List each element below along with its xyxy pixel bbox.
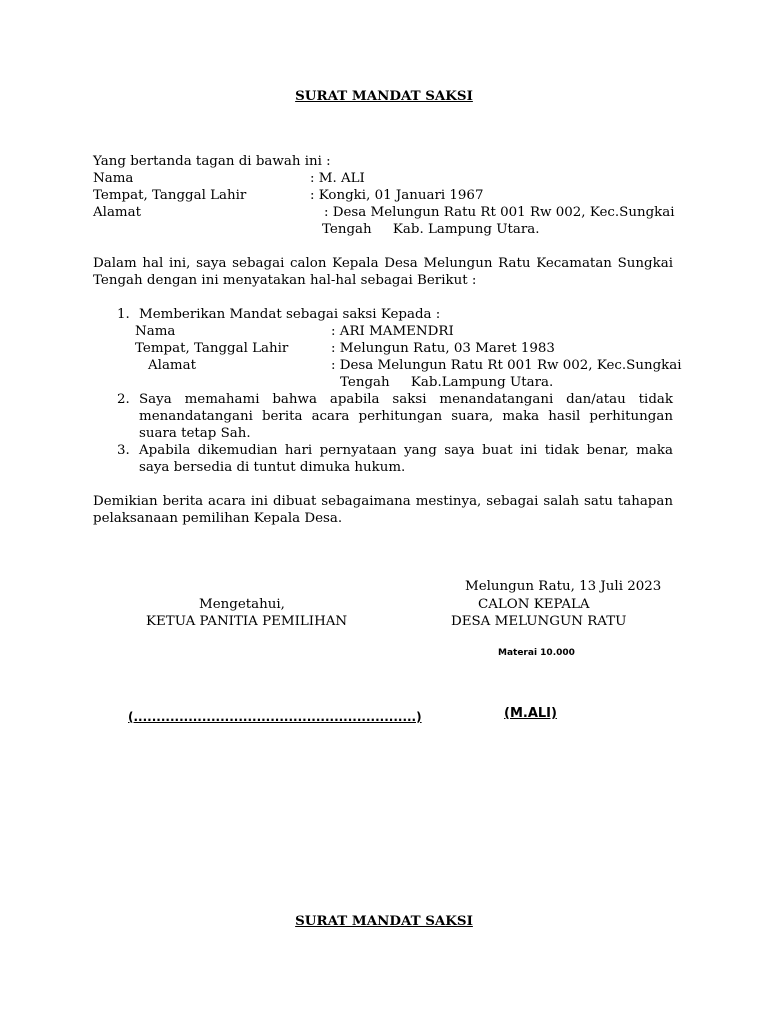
left-signer-line1: Mengetahui, [199, 597, 285, 612]
witness-address-line1: : Desa Melungun Ratu Rt 001 Rw 002, Kec.Sungkai [331, 358, 682, 373]
signer-address-label: Alamat [93, 205, 141, 220]
closing-paragraph: Demikian berita acara ini dibuat sebagaimana mestinya, sebagai salah satu tahapan pelaksanaan pemilihan Kepala Desa. [93, 494, 673, 526]
right-signer-line2: DESA MELUNGUN RATU [451, 614, 627, 629]
signer-name-value: : M. ALI [310, 171, 365, 186]
stamp-note: Materai 10.000 [498, 648, 575, 658]
right-signature-name: (M.ALI) [504, 706, 557, 721]
item-1-text: Memberikan Mandat sebagai saksi Kepada : [139, 307, 441, 322]
witness-name-label: Nama [135, 324, 176, 339]
left-signer-line2: KETUA PANITIA PEMILIHAN [146, 614, 348, 629]
item-2-number: 2. [117, 392, 130, 407]
witness-address-line2: Tengah Kab.Lampung Utara. [340, 375, 554, 390]
item-1-number: 1. [117, 307, 130, 322]
footer-title: SURAT MANDAT SAKSI [295, 913, 473, 929]
signer-name-label: Nama [93, 171, 134, 186]
item-3-text: Apabila dikemudian hari pernyataan yang saya buat ini tidak benar, maka saya bersedia di tuntut dimuka hukum. [139, 443, 673, 475]
document-title: SURAT MANDAT SAKSI [295, 88, 473, 104]
witness-name-value: : ARI MAMENDRI [331, 324, 454, 339]
item-3-number: 3. [117, 443, 130, 458]
signer-birth-value: : Kongki, 01 Januari 1967 [310, 188, 484, 203]
signer-address-line1: : Desa Melungun Ratu Rt 001 Rw 002, Kec.Sungkai [324, 205, 675, 220]
intro-text: Yang bertanda tagan di bawah ini : [93, 154, 331, 169]
statement-paragraph: Dalam hal ini, saya sebagai calon Kepala Desa Melungun Ratu Kecamatan Sungkai Tengah dengan ini menyatakan hal-hal sebagai Berikut : [93, 256, 673, 288]
witness-address-label: Alamat [148, 358, 196, 373]
left-signature-line: (..............................................................) [128, 710, 422, 724]
witness-birth-value: : Melungun Ratu, 03 Maret 1983 [331, 341, 555, 356]
place-date: Melungun Ratu, 13 Juli 2023 [465, 579, 662, 594]
signer-address-line2: Tengah Kab. Lampung Utara. [322, 222, 540, 237]
item-2-text: Saya memahami bahwa apabila saksi menandatangani dan/atau tidak menandatangani berita acara perhitungan suara, maka hasil perhitungan suara tetap Sah. [139, 392, 673, 441]
signer-birth-label: Tempat, Tanggal Lahir [93, 188, 247, 203]
right-signer-line1: CALON KEPALA [478, 597, 590, 612]
witness-birth-label: Tempat, Tanggal Lahir [135, 341, 289, 356]
